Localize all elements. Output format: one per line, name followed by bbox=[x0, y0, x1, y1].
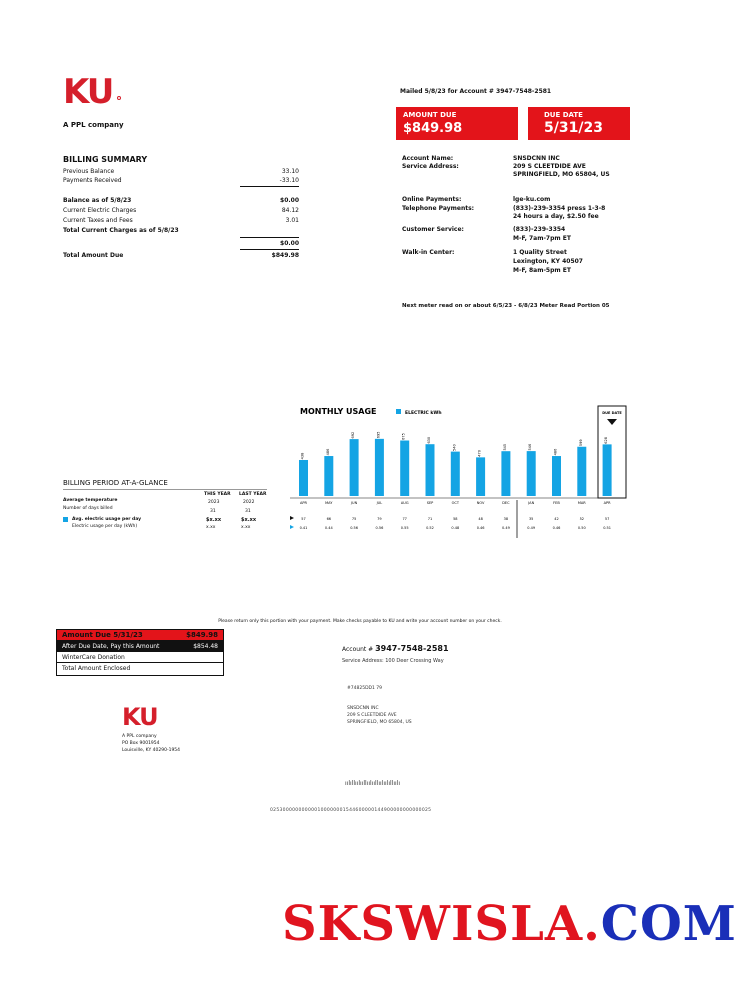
cost-per-day-value: 0.51 bbox=[603, 526, 611, 530]
payments-received-label: Payments Received bbox=[63, 177, 122, 184]
stub-service-address: Service Address: 100 Deer Crossing Way bbox=[342, 658, 444, 664]
walkin-center-line2: Lexington, KY 40507 bbox=[513, 258, 583, 265]
next-meter-read: Next meter read on or about 6/5/23 - 6/8/23 Meter Read Portion 05 bbox=[402, 303, 610, 309]
balance-value: $0.00 bbox=[280, 197, 299, 204]
usage-bar bbox=[324, 456, 333, 496]
temperature-value: 75 bbox=[351, 517, 357, 521]
online-payments-label: Online Payments: bbox=[402, 196, 462, 203]
glance-col1-days: 31 bbox=[210, 509, 216, 514]
telephone-payments-line1: (833)-239-3354 press 1-3-8 bbox=[513, 205, 606, 212]
glance-col2-head: LAST YEAR bbox=[239, 492, 267, 497]
company-tagline: A PPL company bbox=[63, 121, 124, 129]
total-current-row bbox=[63, 227, 299, 234]
temperature-value: 52 bbox=[579, 517, 585, 521]
month-tick-label: OCT bbox=[451, 501, 459, 505]
glance-col2-days: 31 bbox=[245, 509, 251, 514]
remittance-box bbox=[56, 629, 224, 676]
due-date-value: 5/31/23 bbox=[544, 120, 603, 136]
usage-bar bbox=[577, 447, 586, 496]
cost-per-day-value: 0.41 bbox=[299, 526, 308, 530]
usage-bar bbox=[375, 439, 384, 496]
site-watermark bbox=[282, 896, 737, 952]
month-tick-label: APR bbox=[603, 501, 611, 505]
usage-bar-value: 470 bbox=[477, 450, 482, 457]
total-enclosed-label: Total Amount Enclosed bbox=[62, 665, 131, 672]
online-payments-value: lge-ku.com bbox=[513, 196, 551, 203]
glance-col2-avg: $x.xx bbox=[241, 517, 257, 523]
cost-per-day-value: 0.52 bbox=[426, 526, 434, 530]
stub-account-line bbox=[342, 644, 449, 653]
telephone-payments-label: Telephone Payments: bbox=[402, 205, 475, 212]
temp-row-arrow-icon bbox=[290, 516, 294, 520]
account-name-value: SNSDCNN INC bbox=[513, 155, 560, 162]
summary-rule-2 bbox=[240, 237, 299, 238]
glance-row-days: Number of days billed bbox=[63, 506, 113, 511]
cost-per-day-value: 0.46 bbox=[476, 526, 485, 530]
winter-care-row[interactable] bbox=[57, 652, 223, 663]
usage-bar bbox=[299, 460, 308, 496]
registered-mark-icon bbox=[117, 96, 121, 100]
month-tick-label: APR bbox=[300, 501, 307, 505]
after-due-value: $854.48 bbox=[193, 643, 218, 650]
stub-mailing-address bbox=[347, 705, 412, 726]
total-due-value: $849.98 bbox=[271, 252, 299, 259]
usage-bar-value: 486 bbox=[553, 448, 558, 456]
temperature-value: 66 bbox=[326, 517, 332, 521]
after-due-label: After Due Date, Pay this Amount bbox=[62, 643, 160, 650]
amount-due-box bbox=[396, 107, 518, 140]
month-tick-label: JAN bbox=[528, 501, 535, 505]
temperature-value: 58 bbox=[453, 517, 458, 521]
temperature-value: 57 bbox=[604, 517, 610, 521]
cost-per-day-value: 0.46 bbox=[552, 526, 561, 530]
electric-charges-label: Current Electric Charges bbox=[63, 207, 137, 214]
electric-charges-row bbox=[63, 207, 299, 214]
balance-label: Balance as of 5/8/23 bbox=[63, 197, 132, 204]
glance-col2-kwh: x.xx bbox=[241, 525, 251, 530]
service-address-line2: SPRINGFIELD, MO 65804, US bbox=[513, 171, 610, 178]
usage-bar bbox=[527, 451, 536, 496]
remit-line3: Louisville, KY 40290-1954 bbox=[122, 748, 181, 753]
previous-balance-label: Previous Balance bbox=[63, 168, 115, 175]
due-date-box bbox=[528, 107, 630, 140]
stub-mail-line2: 209 S CLEETDIDE AVE bbox=[347, 713, 397, 718]
total-due-label: Total Amount Due bbox=[63, 252, 124, 259]
customer-service-phone: (833)-239-3354 bbox=[513, 226, 566, 233]
month-tick-label: NOV bbox=[476, 501, 485, 505]
usage-bar bbox=[476, 457, 485, 496]
usage-bar bbox=[400, 441, 409, 497]
usage-bar-value: 692 bbox=[351, 431, 356, 439]
current-month-arrow-icon bbox=[607, 419, 617, 425]
cost-per-day-value: 0.56 bbox=[375, 526, 384, 530]
previous-balance-value: 33.10 bbox=[281, 168, 299, 175]
usage-bar-value: 695 bbox=[376, 431, 381, 439]
cost-per-day-value: 0.55 bbox=[400, 526, 409, 530]
cost-per-day-value: 0.44 bbox=[324, 526, 333, 530]
total-current-label: Total Current Charges as of 5/8/23 bbox=[63, 227, 179, 234]
temperature-value: 48 bbox=[478, 517, 483, 521]
usage-bar-value: 486 bbox=[325, 448, 330, 456]
glance-row-kwh: Electric usage per day (kWh) bbox=[72, 524, 138, 529]
month-tick-label: JUL bbox=[376, 501, 383, 505]
telephone-payments-line2: 24 hours a day, $2.50 fee bbox=[513, 213, 599, 220]
temperature-value: 57 bbox=[301, 517, 306, 521]
chart-legend-label: ELECTRIC kWh bbox=[405, 411, 442, 416]
customer-service-label: Customer Service: bbox=[402, 226, 464, 233]
glance-col1-kwh: x.xx bbox=[206, 525, 216, 530]
total-due-row bbox=[63, 252, 299, 259]
remit-line1: A PPL company bbox=[122, 734, 157, 739]
stub-tracking: #74825DD1 79 bbox=[347, 686, 383, 691]
amount-due-label: AMOUNT DUE bbox=[403, 111, 457, 119]
summary-rule-1 bbox=[240, 186, 299, 187]
mailed-line: Mailed 5/8/23 for Account # 3947-7548-2581 bbox=[400, 88, 552, 95]
account-name-label: Account Name: bbox=[402, 155, 454, 162]
cost-per-day-value: 0.49 bbox=[502, 526, 510, 530]
temperature-value: 42 bbox=[554, 517, 559, 521]
remit-address bbox=[122, 733, 180, 754]
usage-bar-value: 438 bbox=[300, 452, 305, 460]
postal-barcode: ıılıllıılııllıılııllıılıılıllıılı bbox=[345, 780, 401, 787]
service-address-line1: 209 S CLEETDIDE AVE bbox=[513, 163, 586, 170]
usage-bar bbox=[350, 439, 359, 496]
walkin-center-label: Walk-in Center: bbox=[402, 249, 455, 256]
usage-bar bbox=[451, 452, 460, 496]
glance-row-temp: Average temperature bbox=[63, 498, 118, 503]
service-address-label: Service Address: bbox=[402, 163, 459, 170]
cost-per-day-value: 0.50 bbox=[577, 526, 586, 530]
total-current-value-row bbox=[63, 240, 299, 247]
payments-received-value: -33.10 bbox=[279, 177, 299, 184]
temperature-value: 38 bbox=[503, 517, 509, 521]
glance-col2-sub: 2022 bbox=[243, 500, 255, 505]
temperature-value: 35 bbox=[528, 517, 534, 521]
month-tick-label: AUG bbox=[400, 501, 409, 505]
usage-bar bbox=[552, 456, 561, 496]
temperature-value: 77 bbox=[402, 517, 407, 521]
glance-col1-avg: $x.xx bbox=[206, 517, 222, 523]
cost-per-day-value: 0.56 bbox=[350, 526, 358, 530]
usage-bar-value: 630 bbox=[427, 436, 431, 444]
customer-service-hours: M-F, 7am-7pm ET bbox=[513, 235, 571, 242]
total-enclosed-row[interactable] bbox=[57, 663, 223, 674]
taxes-value: 3.01 bbox=[285, 217, 299, 224]
amount-due-by-label: Amount Due 5/31/23 bbox=[62, 631, 143, 639]
stub-account-number: 3947-7548-2581 bbox=[375, 644, 449, 653]
stub-mail-line1: SNSDCNN INC bbox=[347, 706, 379, 711]
chart-legend-swatch bbox=[396, 409, 401, 414]
payments-received-row bbox=[63, 177, 299, 184]
watermark-dot: . bbox=[583, 896, 601, 952]
usage-bar bbox=[426, 444, 435, 496]
stub-account-label: Account # bbox=[342, 646, 374, 653]
taxes-row bbox=[63, 217, 299, 224]
after-due-row bbox=[57, 641, 223, 652]
usage-bar-value: 540 bbox=[452, 444, 457, 451]
return-instruction: Please return only this portion with your payment. Make checks payable to KU and write your account number on your check. bbox=[218, 619, 502, 624]
ku-logo-small: KU bbox=[122, 703, 158, 731]
glance-title: BILLING PERIOD AT-A-GLANCE bbox=[63, 479, 168, 487]
amount-due-by-row bbox=[57, 630, 223, 641]
electric-charges-value: 84.12 bbox=[281, 207, 299, 214]
winter-care-label: WinterCare Donation bbox=[62, 654, 125, 661]
previous-balance-row bbox=[63, 168, 299, 175]
due-date-label: DUE DATE bbox=[544, 111, 583, 119]
scan-line: 025300000000000100000001544600000144900000000000025 bbox=[270, 808, 432, 813]
usage-bar bbox=[603, 444, 612, 496]
billing-summary-title: BILLING SUMMARY bbox=[63, 155, 148, 164]
watermark-part1: SKSWISLA bbox=[282, 896, 584, 952]
usage-bar-value: 628 bbox=[604, 437, 609, 444]
cost-per-day-value: 0.49 bbox=[527, 526, 536, 530]
summary-rule-3 bbox=[240, 249, 299, 250]
glance-row-avg: Avg. electric usage per day bbox=[72, 517, 142, 522]
monthly-usage-chart bbox=[280, 400, 630, 540]
usage-bar bbox=[501, 451, 510, 496]
total-current-value: $0.00 bbox=[280, 240, 299, 247]
ku-logo: KU bbox=[63, 72, 113, 112]
month-tick-label: JUN bbox=[350, 501, 358, 505]
walkin-center-line3: M-F, 8am-5pm ET bbox=[513, 267, 571, 274]
month-tick-label: MAR bbox=[577, 501, 586, 505]
cost-per-day-value: 0.48 bbox=[451, 526, 460, 530]
glance-col1-sub: 2023 bbox=[208, 500, 220, 505]
temperature-value: 71 bbox=[427, 517, 433, 521]
usage-bar-value: 545 bbox=[502, 443, 507, 451]
usage-bar-value: 599 bbox=[578, 439, 583, 447]
watermark-part2: COM bbox=[600, 896, 737, 952]
month-tick-label: SEP bbox=[426, 501, 434, 505]
amount-due-by-value: $849.98 bbox=[186, 631, 218, 639]
glance-rule bbox=[63, 489, 267, 490]
amount-due-value: $849.98 bbox=[403, 121, 463, 136]
usage-bar-value: 675 bbox=[401, 433, 406, 440]
month-tick-label: MAY bbox=[325, 501, 333, 505]
balance-row bbox=[63, 197, 299, 204]
month-tick-label: DEC bbox=[502, 501, 510, 505]
glance-legend-swatch bbox=[63, 517, 68, 522]
usage-bar-value: 546 bbox=[528, 443, 533, 451]
temperature-value: 79 bbox=[377, 517, 382, 521]
remit-line2: PO Box 9001954 bbox=[122, 741, 160, 746]
month-tick-label: FEB bbox=[553, 501, 560, 505]
chart-title: MONTHLY USAGE bbox=[300, 407, 377, 416]
taxes-label: Current Taxes and Fees bbox=[63, 217, 133, 224]
cost-row-arrow-icon bbox=[290, 525, 294, 529]
stub-mail-line3: SPRINGFIELD, MO 65804, US bbox=[347, 720, 412, 725]
walkin-center-line1: 1 Quality Street bbox=[513, 249, 567, 256]
glance-col1-head: THIS YEAR bbox=[204, 492, 231, 497]
current-month-label: DUE DATE bbox=[602, 411, 622, 415]
